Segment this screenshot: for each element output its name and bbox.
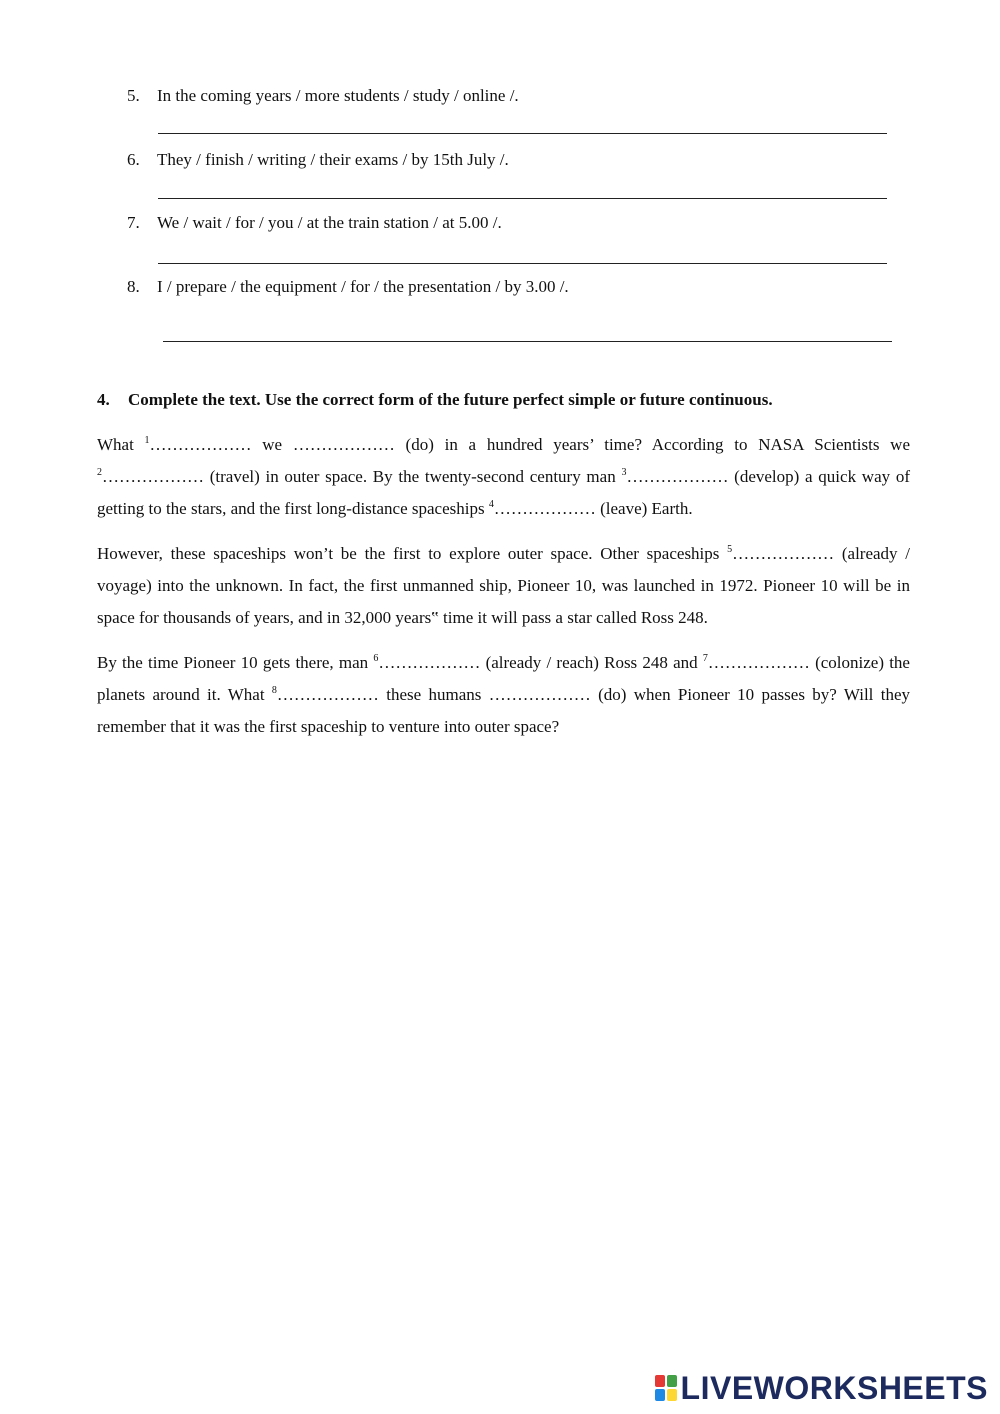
exercise-instruction: Complete the text. Use the correct form of the future perfect simple or future continuous. xyxy=(128,390,773,409)
logo-square-yellow xyxy=(667,1389,677,1401)
gap-4[interactable]: ……………… xyxy=(493,499,596,518)
liveworksheets-logo xyxy=(655,1372,988,1404)
exercise-item-6 xyxy=(127,150,509,170)
exercise-4-heading xyxy=(97,390,773,410)
item-prompt: We / wait / for / you / at the train station / at 5.00 /. xyxy=(157,213,502,232)
item-number: 6. xyxy=(127,150,140,169)
text: (already / reach) Ross 248 and xyxy=(480,653,703,672)
gap-number: 7 xyxy=(702,653,708,664)
paragraph-2 xyxy=(97,538,910,634)
text: (leave) Earth. xyxy=(595,499,693,518)
item-number: 7. xyxy=(127,213,140,232)
text: (do) when Pioneer 10 passes by? Will they remember that it was the first spaceship to venture into outer space? xyxy=(97,685,910,736)
gap-number: 2 xyxy=(97,467,102,478)
gap-1a[interactable]: ……………… xyxy=(149,435,252,454)
answer-line-6[interactable] xyxy=(158,198,887,199)
text: (already / voyage) into the unknown. In fact, the first unmanned ship, Pioneer 10, was launched in 1972. Pioneer 10 will be in space for thousands of years, and in 32,000 years‟ time it will pass a star called Ross 248. xyxy=(97,544,911,627)
gap-number: 4 xyxy=(488,499,494,510)
liveworksheets-logo-icon xyxy=(655,1375,677,1401)
gap-number: 8 xyxy=(271,685,277,696)
exercise-number: 4. xyxy=(97,390,110,409)
text: these humans xyxy=(378,685,489,704)
gap-5[interactable]: ……………… xyxy=(732,544,835,563)
text: we xyxy=(251,435,293,454)
answer-line-5[interactable] xyxy=(158,133,887,134)
gap-1b[interactable]: ……………… xyxy=(292,435,395,454)
gap-number: 1 xyxy=(144,435,150,446)
gap-8b[interactable]: ……………… xyxy=(488,685,591,704)
text: (colonize) the planets around it. What xyxy=(97,653,910,704)
text: (travel) in outer space. By the twenty-second century man xyxy=(204,467,622,486)
text: What xyxy=(97,435,145,454)
text: (do) in a hundred years’ time? According to NASA Scientists we xyxy=(394,435,910,454)
text: By the time Pioneer 10 gets there, man xyxy=(97,653,374,672)
paragraph-1 xyxy=(97,429,910,525)
gap-7[interactable]: ……………… xyxy=(707,653,810,672)
item-prompt: They / finish / writing / their exams / by 15th July /. xyxy=(157,150,509,169)
logo-square-green xyxy=(667,1375,677,1387)
logo-wordmark: LIVEWORKSHEETS xyxy=(680,1370,988,1406)
logo-square-red xyxy=(655,1375,665,1387)
paragraph-3 xyxy=(97,647,910,743)
item-prompt: I / prepare / the equipment / for / the presentation / by 3.00 /. xyxy=(157,277,569,296)
answer-line-8[interactable] xyxy=(163,341,892,342)
gap-8a[interactable]: ……………… xyxy=(276,685,379,704)
gap-number: 5 xyxy=(727,544,733,555)
gap-3[interactable]: ……………… xyxy=(626,467,729,486)
exercise-item-5 xyxy=(127,86,519,106)
text: However, these spaceships won’t be the first to explore outer space. Other spaceships xyxy=(97,544,728,563)
item-number: 8. xyxy=(127,277,140,296)
gap-2[interactable]: ……………… xyxy=(102,467,204,486)
gap-6[interactable]: ……………… xyxy=(378,653,481,672)
gap-number: 6 xyxy=(373,653,379,664)
exercise-item-7 xyxy=(127,213,502,233)
gap-number: 3 xyxy=(621,467,627,478)
logo-square-blue xyxy=(655,1389,665,1401)
item-prompt: In the coming years / more students / study / online /. xyxy=(157,86,519,105)
text: (develop) a quick way of getting to the stars, and the first long-distance spaceships xyxy=(97,467,911,518)
item-number: 5. xyxy=(127,86,140,105)
exercise-item-8 xyxy=(127,277,569,297)
answer-line-7[interactable] xyxy=(158,263,887,264)
